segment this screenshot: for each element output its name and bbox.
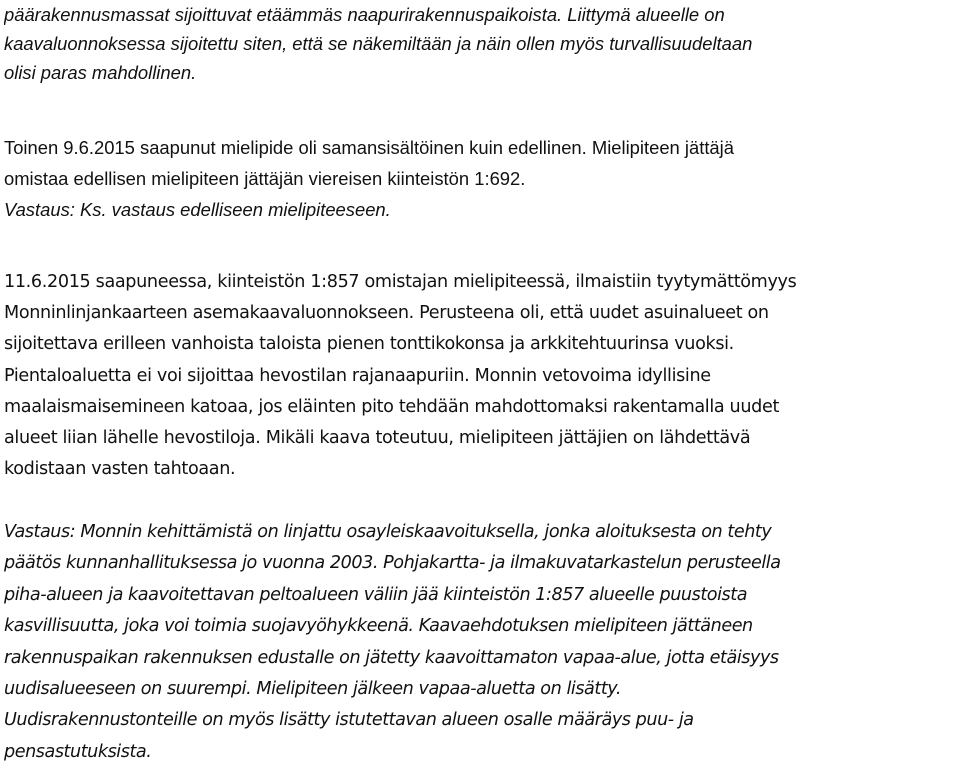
paragraph-second-opinion — [4, 132, 956, 225]
text-line: alueet liian lähelle hevostiloja. Mikäli kaava toteutuu, mielipiteen jättäjien on lähdettävä — [4, 428, 751, 449]
response-line: Vastaus: Ks. vastaus edelliseen mielipiteeseen. — [4, 199, 391, 220]
response-line: Vastaus: Monnin kehittämistä on linjattu osayleiskaavoituksella, jonka aloituksesta on tehty — [4, 522, 772, 542]
response-line: päätös kunnanhallituksessa jo vuonna 2003. Pohjakartta- ja ilmakuvatarkastelun perusteella — [4, 553, 781, 574]
paragraph-third-opinion — [4, 267, 956, 485]
response-line: pensastutuksista. — [4, 741, 152, 762]
response-line: piha-alueen ja kaavoitettavan peltoalueen väliin jää kiinteistön 1:857 alueelle puustoista — [4, 584, 748, 605]
text-line: omistaa edellisen mielipiteen jättäjän viereisen kiinteistön 1:692. — [4, 168, 526, 189]
paragraph-access-location — [4, 0, 956, 87]
text-line: kaavaluonnoksessa sijoitettu siten, että se näkemiltään ja näin ollen myös turvallisuudeltaan — [4, 33, 753, 54]
paragraph-response — [4, 517, 956, 768]
response-line: kasvillisuutta, joka voi toimia suojavyöhykkeenä. Kaavaehdotuksen mielipiteen jättäneen — [4, 616, 753, 637]
response-line: uudisalueeseen on suurempi. Mielipiteen jälkeen vapaa-aluetta on lisätty. — [4, 679, 622, 700]
text-line: maalaismaisemineen katoaa, jos eläinten pito tehdään mahdottomaksi rakentamalla uudet — [4, 396, 779, 417]
text-line: Monninlinjankaarteen asemakaavaluonnokseen. Perusteena oli, että uudet asuinalueet on — [4, 303, 769, 324]
text-line: Pientaloaluetta ei voi sijoittaa hevostilan rajanaapuriin. Monnin vetovoima idyllisine — [4, 365, 711, 386]
response-line: rakennuspaikan rakennuksen edustalle on jätetty kaavoittamaton vapaa-alue, jotta etäisyys — [4, 647, 779, 668]
text-line: kodistaan vasten tahtoaan. — [4, 459, 236, 480]
response-line: Uudisrakennustonteille on myös lisätty istutettavan alueen osalle määräys puu- ja — [4, 710, 694, 731]
text-line: 11.6.2015 saapuneessa, kiinteistön 1:857 omistajan mielipiteessä, ilmaistiin tyytymättömyys — [4, 272, 797, 292]
text-line: sijoitettava erilleen vanhoista taloista pienen tonttikokonsa ja arkkitehtuurinsa vuoksi. — [4, 334, 734, 355]
text-line: päärakennusmassat sijoittuvat etäämmäs naapurirakennuspaikoista. Liittymä alueelle on — [4, 4, 725, 25]
text-line: Toinen 9.6.2015 saapunut mielipide oli samansisältöinen kuin edellinen. Mielipiteen jättäjä — [4, 137, 734, 158]
text-line: olisi paras mahdollinen. — [4, 62, 197, 83]
